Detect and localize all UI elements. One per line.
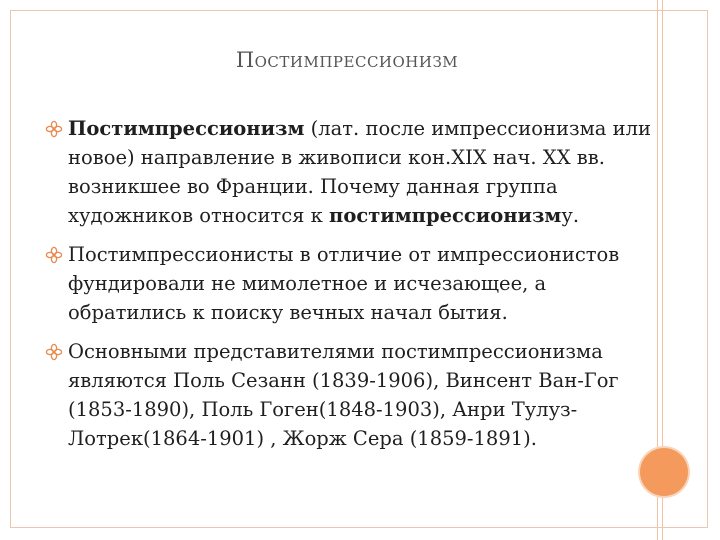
flower-bullet-icon: [44, 342, 64, 362]
list-item: [44, 337, 654, 453]
bullet-term: Постимпрессионизм: [68, 117, 305, 140]
list-item: [44, 240, 654, 327]
bullet-text: (лат. после импрессионизма или новое) направление в живописи кон.XIX нач. XX вв. возникшее во Франции. Почему данная группа художников относится к: [68, 117, 651, 227]
bullet-text-end: у.: [561, 204, 580, 227]
slide-title: Постимпрессионизм: [235, 48, 459, 72]
flower-bullet-icon: [44, 245, 64, 265]
bullet-list: [44, 114, 654, 463]
flower-bullet-icon: [44, 119, 64, 139]
bullet-term-2: постимпрессионизм: [329, 204, 562, 227]
list-item: [44, 114, 654, 230]
bullet-text: Постимпрессионисты в отличие от импрессионистов фундировали не мимолетное и исчезающее, а обратились к поиску вечных начал бытия.: [68, 243, 620, 324]
bullet-text: Основными представителями постимпрессионизма являются Поль Сезанн (1839-1906), Винсент Ван-Гог (1853-1890), Поль Гоген(1848-1903), Анри Тулуз-Лотрек(1864-1901) , Жорж Сера (1859-1891).: [68, 340, 619, 450]
